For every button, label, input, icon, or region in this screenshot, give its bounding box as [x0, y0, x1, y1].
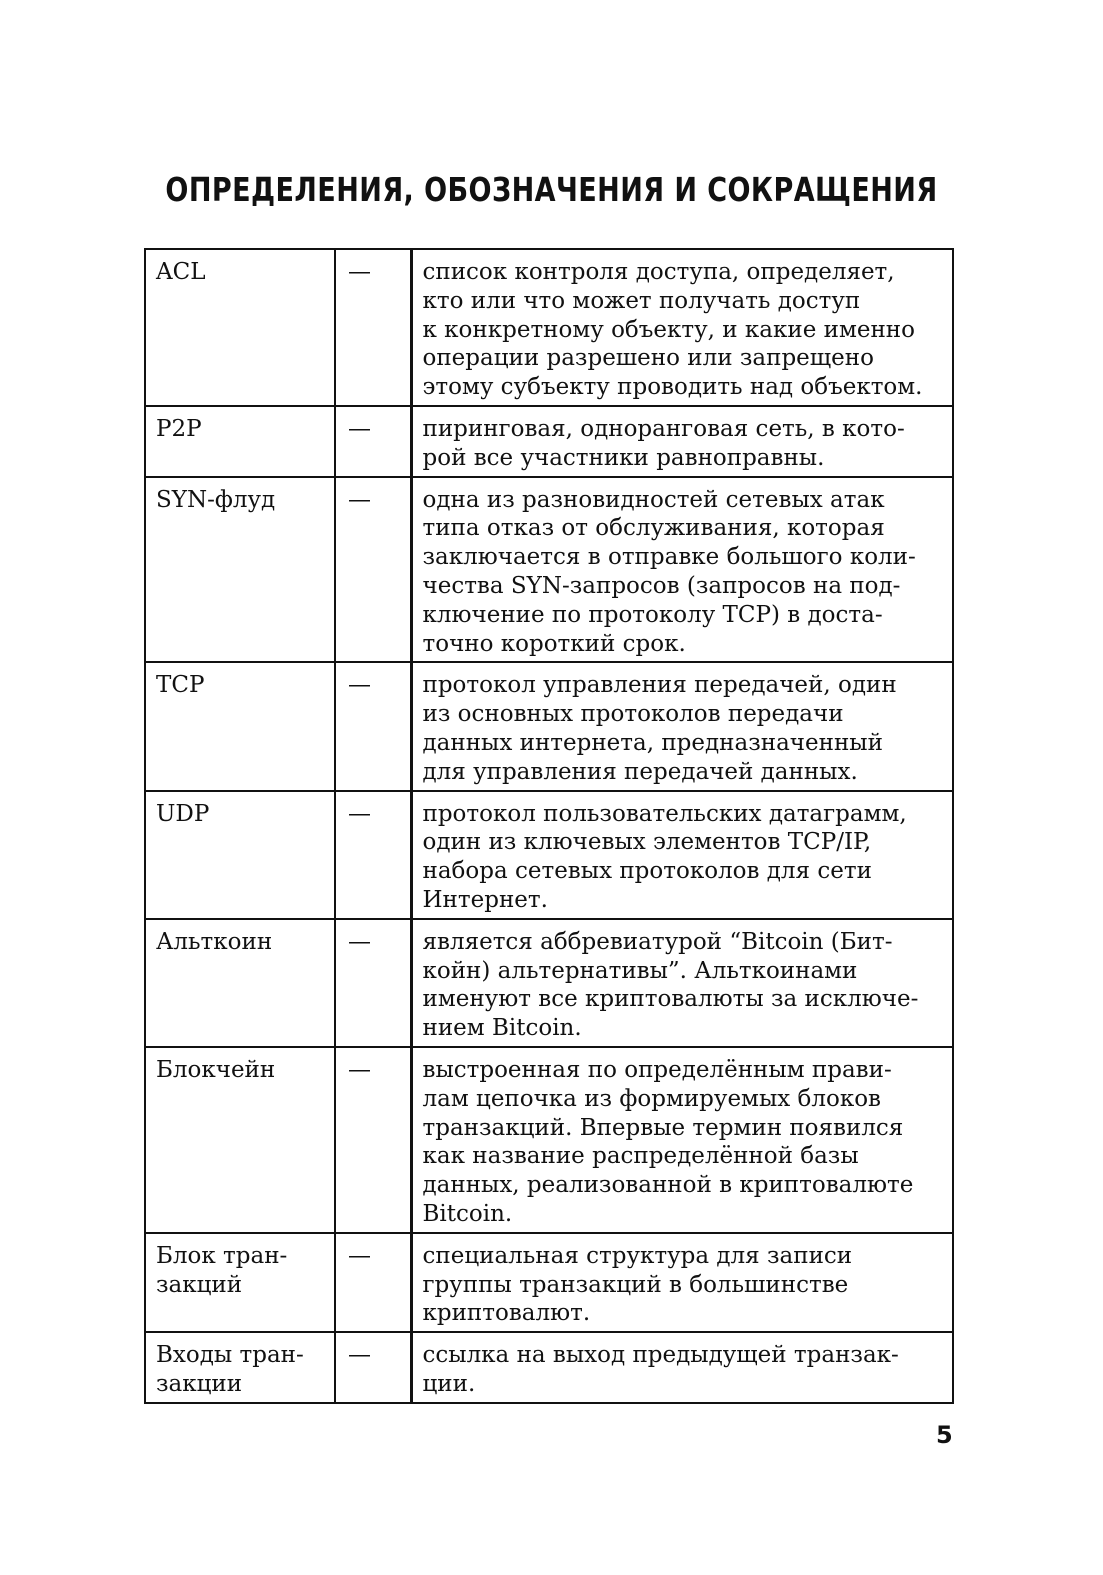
definition-line: операции разрешено или запрещено: [422, 345, 874, 372]
dash-cell: —: [335, 662, 411, 790]
definition-line: как название распределённой базы: [422, 1143, 859, 1170]
definition-line: из основных протоколов передачи: [422, 701, 844, 728]
page-number: 5: [936, 1421, 953, 1449]
definition-line: список контроля доступа, определяет,: [422, 259, 895, 285]
table-row: [145, 477, 953, 663]
term-line: ACL: [156, 259, 206, 285]
definition-cell: [411, 1233, 953, 1332]
term-cell: [145, 662, 335, 790]
definition-cell: [411, 249, 953, 406]
term-line: SYN-флуд: [156, 486, 276, 513]
definition-cell: [411, 477, 953, 663]
table-row: [145, 662, 953, 790]
definition-line: пиринговая, одноранговая сеть, в кото-: [422, 415, 905, 442]
definition-cell: [411, 1047, 953, 1233]
definition-line: лам цепочка из формируемых блоков: [422, 1085, 882, 1112]
definition-line: криптовалют.: [422, 1300, 591, 1327]
definition-cell: [411, 919, 953, 1047]
definition-line: группы транзакций в большинстве: [422, 1271, 849, 1298]
definition-cell: [411, 406, 953, 477]
definition-line: специальная структура для записи: [422, 1242, 853, 1269]
definition-line: рой все участники равноправны.: [422, 444, 825, 471]
definition-line: данных интернета, предназначенный: [422, 729, 883, 756]
definition-line: этому субъекту проводить над объектом.: [422, 374, 923, 401]
definition-line: нием Bitcoin.: [422, 1015, 582, 1042]
term-line: TCP: [156, 672, 205, 699]
definition-line: одна из разновидностей сетевых атак: [422, 486, 885, 513]
page-title: ОПРЕДЕЛЕНИЯ, ОБОЗНАЧЕНИЯ И СОКРАЩЕНИЯ: [165, 170, 938, 209]
dash-cell: —: [335, 249, 411, 406]
term-cell: [145, 1233, 335, 1332]
term-line: Входы тран-: [156, 1342, 304, 1369]
term-line: закции: [156, 1370, 243, 1397]
definition-line: Интернет.: [422, 886, 548, 913]
definition-line: точно короткий срок.: [422, 630, 686, 657]
definition-line: чества SYN-запросов (запросов на под-: [422, 572, 901, 599]
term-cell: [145, 919, 335, 1047]
dash-cell: —: [335, 1332, 411, 1403]
dash-cell: —: [335, 1047, 411, 1233]
dash-cell: —: [335, 406, 411, 477]
table-row: [145, 1332, 953, 1403]
term-cell: [145, 1047, 335, 1233]
definition-cell: [411, 791, 953, 919]
definition-line: заключается в отправке большого коли-: [422, 544, 916, 571]
table-row: [145, 1233, 953, 1332]
table-row: [145, 919, 953, 1047]
term-line: Блок тран-: [156, 1242, 288, 1269]
term-line: P2P: [156, 415, 202, 442]
term-line: Альткоин: [156, 928, 273, 955]
definition-line: протокол управления передачей, один: [422, 672, 897, 699]
definition-line: данных, реализованной в криптовалюте: [422, 1172, 914, 1199]
definition-line: кто или что может получать доступ: [422, 287, 861, 314]
definition-line: ции.: [422, 1370, 476, 1397]
definition-line: к конкретному объекту, и какие именно: [422, 316, 915, 343]
dash-cell: —: [335, 1233, 411, 1332]
definition-line: типа отказ от обслуживания, которая: [422, 515, 885, 542]
term-line: закций: [156, 1271, 243, 1298]
definition-cell: [411, 662, 953, 790]
definition-line: один из ключевых элементов TCP/IP,: [422, 829, 872, 856]
terms-table: [144, 248, 954, 1404]
definition-line: протокол пользовательских датаграмм,: [422, 800, 907, 827]
term-cell: [145, 406, 335, 477]
definition-line: является аббревиатурой “Bitcoin (Бит-: [422, 928, 893, 955]
definition-line: именуют все криптовалюты за исключе-: [422, 986, 919, 1013]
definition-line: ключение по протоколу TCP) в доста-: [422, 601, 883, 628]
term-cell: [145, 477, 335, 663]
table-row: [145, 1047, 953, 1233]
definition-line: для управления передачей данных.: [422, 758, 858, 785]
term-cell: [145, 1332, 335, 1403]
dash-cell: —: [335, 919, 411, 1047]
definition-line: транзакций. Впервые термин появился: [422, 1114, 904, 1141]
definition-line: ссылка на выход предыдущей транзак-: [422, 1342, 899, 1369]
dash-cell: —: [335, 791, 411, 919]
definition-line: выстроенная по определённым прави-: [422, 1056, 892, 1083]
table-row: [145, 249, 953, 406]
term-cell: [145, 249, 335, 406]
term-line: Блокчейн: [156, 1056, 276, 1083]
dash-cell: —: [335, 477, 411, 663]
table-row: [145, 406, 953, 477]
definition-cell: [411, 1332, 953, 1403]
term-cell: [145, 791, 335, 919]
definition-line: Bitcoin.: [422, 1200, 513, 1227]
definition-line: набора сетевых протоколов для сети: [422, 858, 872, 885]
table-row: [145, 791, 953, 919]
term-line: UDP: [156, 800, 210, 827]
definition-line: койн) альтернативы”. Альткоинами: [422, 957, 858, 984]
